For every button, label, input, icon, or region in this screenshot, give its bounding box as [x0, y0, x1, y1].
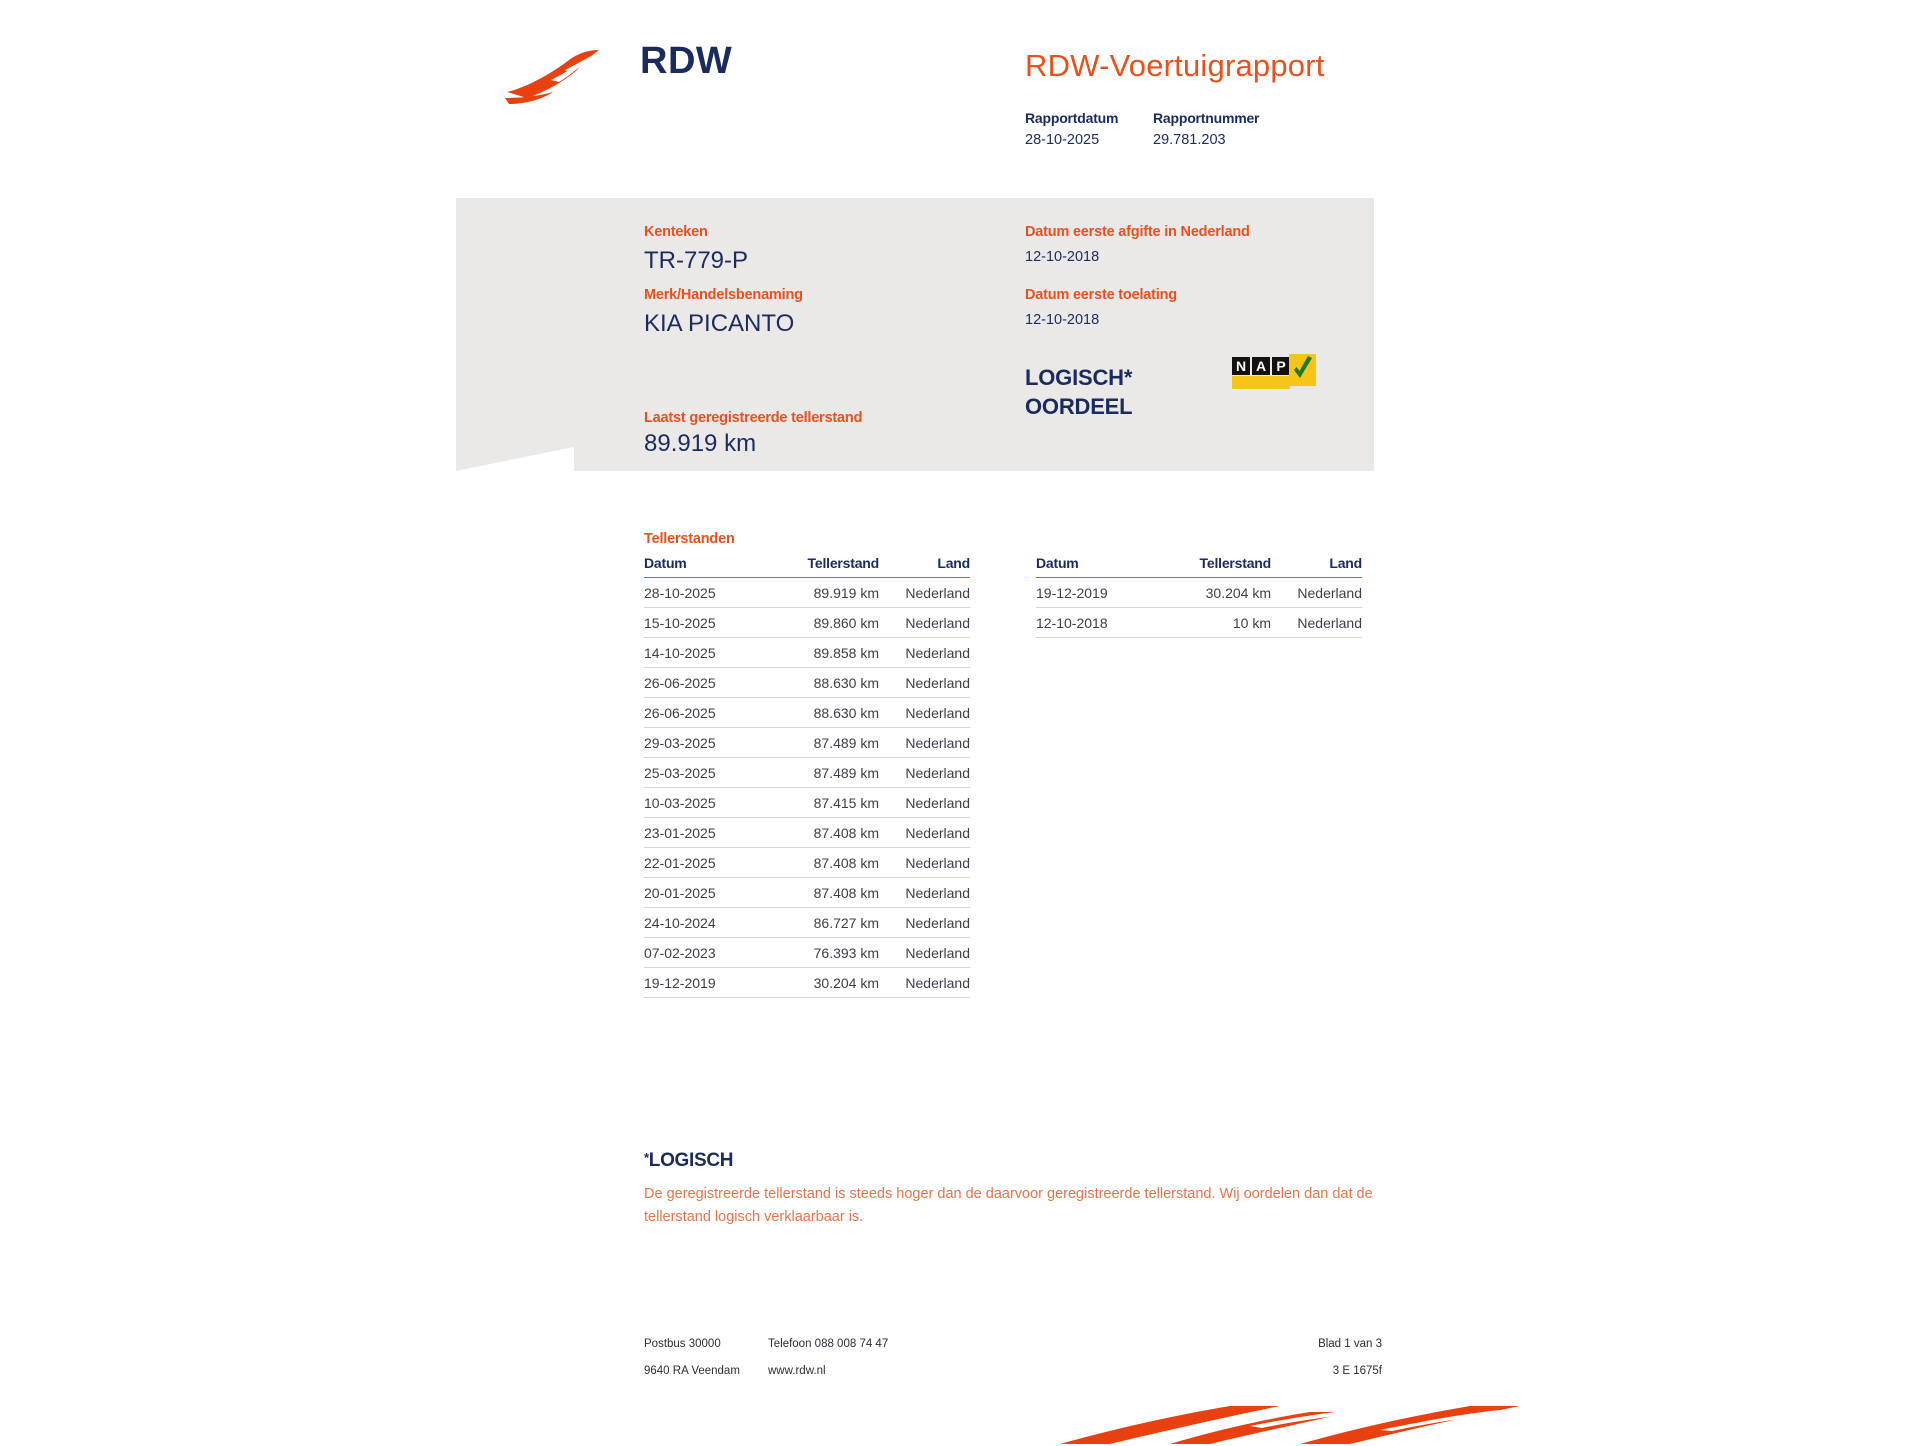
table-row [644, 938, 970, 968]
merk-value: KIA PICANTO [644, 310, 795, 337]
report-meta [1025, 110, 1281, 148]
footnote-body: De geregistreerde tellerstand is steeds hoger dan de daarvoor geregistreerde tellerstand. Wij oordelen dan dat de tellerstand logisch verklaarbaar is. [644, 1186, 1373, 1226]
merk-label: Merk/Handelsbenaming [644, 287, 803, 303]
tellerstanden-table-right [1036, 555, 1362, 638]
footer-website[interactable]: www.rdw.nl [768, 1365, 826, 1377]
cell-tellerstand: 30.204 km [1161, 578, 1271, 608]
cell-land: Nederland [879, 878, 970, 908]
oordeel-line-2: OORDEEL [1025, 394, 1133, 420]
cell-land: Nederland [879, 578, 970, 608]
cell-datum: 15-10-2025 [644, 608, 769, 638]
table-row [644, 908, 970, 938]
column-header-land: Land [1271, 555, 1362, 578]
column-header-datum: Datum [1036, 555, 1161, 578]
footnote-star: * [644, 1150, 649, 1165]
footer-document-code: 3 E 1675f [1332, 1365, 1382, 1377]
column-header-datum: Datum [644, 555, 769, 578]
cell-datum: 10-03-2025 [644, 788, 769, 818]
cell-datum: 24-10-2024 [644, 908, 769, 938]
cell-tellerstand: 87.415 km [769, 788, 879, 818]
footer-address-line2: 9640 RA Veendam [644, 1365, 740, 1377]
table-row [1036, 608, 1362, 638]
nap-letter: A [1252, 357, 1270, 375]
footnote-title [644, 1150, 733, 1172]
cell-tellerstand: 89.858 km [769, 638, 879, 668]
kenteken-value: TR-779-P [644, 247, 749, 274]
table-row [644, 788, 970, 818]
cell-land: Nederland [879, 908, 970, 938]
column-header-tellerstand: Tellerstand [769, 555, 879, 578]
table-row [644, 578, 970, 608]
nap-letter: P [1272, 357, 1290, 375]
oordeel-block [1025, 363, 1132, 421]
footer-address-line1: Postbus 30000 [644, 1338, 721, 1350]
cell-tellerstand: 10 km [1161, 608, 1271, 638]
cell-datum: 12-10-2018 [1036, 608, 1161, 638]
nap-letter: N [1232, 357, 1250, 375]
rdw-swoosh-logo-icon [505, 48, 615, 104]
cell-tellerstand: 87.408 km [769, 818, 879, 848]
cell-land: Nederland [1271, 608, 1362, 638]
tellerstanden-table-left [644, 555, 970, 998]
report-date-value: 28-10-2025 [1025, 132, 1100, 148]
cell-land: Nederland [879, 788, 970, 818]
footnote-title-text: LOGISCH [648, 1150, 734, 1171]
table-row [644, 698, 970, 728]
cell-datum: 07-02-2023 [644, 938, 769, 968]
cell-land: Nederland [879, 638, 970, 668]
rdw-wordmark: RDW [640, 40, 733, 82]
report-number-value: 29.781.203 [1153, 132, 1226, 148]
cell-land: Nederland [879, 668, 970, 698]
cell-land: Nederland [879, 818, 970, 848]
cell-land: Nederland [879, 968, 970, 998]
table-row [644, 608, 970, 638]
cell-datum: 19-12-2019 [644, 968, 769, 998]
cell-tellerstand: 87.408 km [769, 878, 879, 908]
cell-tellerstand: 86.727 km [769, 908, 879, 938]
oordeel-line-1: LOGISCH* [1025, 365, 1133, 390]
report-number-label: Rapportnummer [1153, 110, 1260, 126]
eerste-afgifte-label: Datum eerste afgifte in Nederland [1025, 224, 1250, 240]
table-row [644, 818, 970, 848]
footer-phone: Telefoon 088 008 74 47 [768, 1338, 889, 1350]
table-row [644, 758, 970, 788]
eerste-toelating-value: 12-10-2018 [1025, 312, 1100, 328]
page-title: RDW-Voertuigrapport [1025, 48, 1325, 83]
table-row [644, 668, 970, 698]
report-date-label: Rapportdatum [1025, 110, 1119, 126]
cell-tellerstand: 88.630 km [769, 698, 879, 728]
cell-tellerstand: 76.393 km [769, 938, 879, 968]
cell-land: Nederland [879, 758, 970, 788]
cell-tellerstand: 89.919 km [769, 578, 879, 608]
table-row [644, 848, 970, 878]
table-row [644, 968, 970, 998]
cell-tellerstand: 87.489 km [769, 758, 879, 788]
cell-tellerstand: 87.489 km [769, 728, 879, 758]
cell-datum: 22-01-2025 [644, 848, 769, 878]
cell-land: Nederland [879, 698, 970, 728]
kenteken-label: Kenteken [644, 224, 708, 240]
cell-tellerstand: 87.408 km [769, 848, 879, 878]
column-header-land: Land [879, 555, 970, 578]
cell-datum: 23-01-2025 [644, 818, 769, 848]
cell-datum: 26-06-2025 [644, 698, 769, 728]
cell-datum: 19-12-2019 [1036, 578, 1161, 608]
cell-datum: 20-01-2025 [644, 878, 769, 908]
cell-land: Nederland [879, 848, 970, 878]
cell-land: Nederland [1271, 578, 1362, 608]
table-row [644, 728, 970, 758]
tellerstanden-title: Tellerstanden [644, 531, 735, 547]
table-header-row [644, 555, 970, 578]
footer-page-number: Blad 1 van 3 [1318, 1338, 1382, 1350]
cell-tellerstand: 89.860 km [769, 608, 879, 638]
column-header-tellerstand: Tellerstand [1161, 555, 1271, 578]
cell-land: Nederland [879, 938, 970, 968]
eerste-toelating-label: Datum eerste toelating [1025, 287, 1177, 303]
table-row [1036, 578, 1362, 608]
laatste-tellerstand-label: Laatst geregistreerde tellerstand [644, 410, 863, 426]
eerste-afgifte-value: 12-10-2018 [1025, 249, 1100, 265]
table-row [644, 638, 970, 668]
cell-datum: 25-03-2025 [644, 758, 769, 788]
cell-datum: 14-10-2025 [644, 638, 769, 668]
nap-check-badge-icon [1232, 357, 1322, 391]
laatste-tellerstand-value: 89.919 km [644, 430, 757, 457]
table-row [644, 878, 970, 908]
cell-datum: 29-03-2025 [644, 728, 769, 758]
cell-land: Nederland [879, 608, 970, 638]
cell-datum: 28-10-2025 [644, 578, 769, 608]
table-header-row [1036, 555, 1362, 578]
cell-datum: 26-06-2025 [644, 668, 769, 698]
cell-land: Nederland [879, 728, 970, 758]
bottom-decorative-graphic-icon [1050, 1400, 1540, 1446]
cell-tellerstand: 88.630 km [769, 668, 879, 698]
cell-tellerstand: 30.204 km [769, 968, 879, 998]
